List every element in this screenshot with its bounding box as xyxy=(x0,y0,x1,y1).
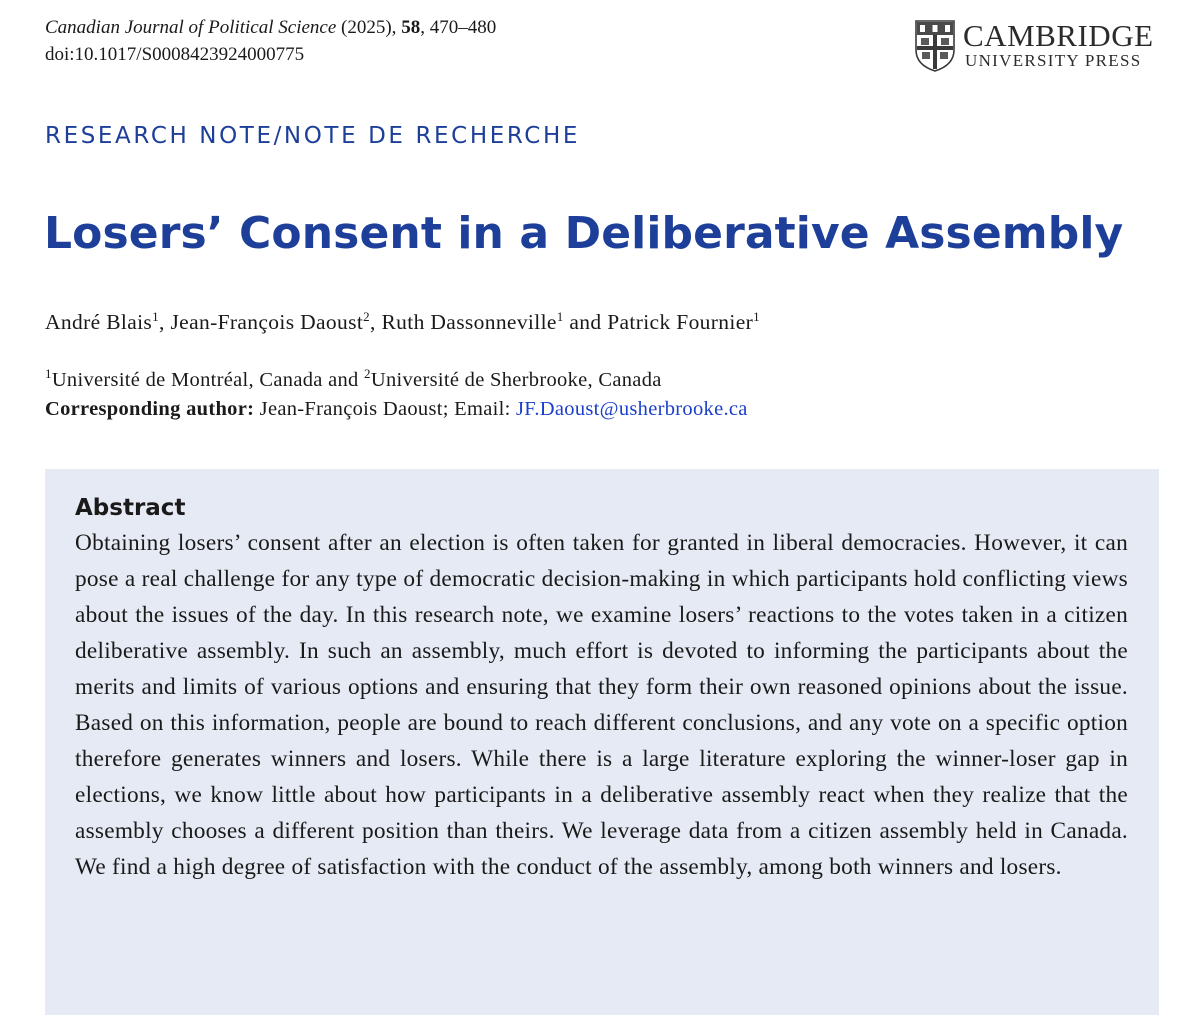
journal-pages: , 470–480 xyxy=(420,17,497,38)
affiliation-text: Université de Montréal, Canada and xyxy=(51,369,365,391)
abstract-heading: Abstract xyxy=(75,495,186,521)
author-name: Patrick Fournier xyxy=(607,310,754,334)
author-separator: , xyxy=(370,310,382,334)
journal-volume: 58 xyxy=(401,17,421,38)
author-separator: , xyxy=(159,310,171,334)
publisher-logo xyxy=(915,20,1165,76)
affiliation-number: 1 xyxy=(45,366,52,381)
publisher-name: CAMBRIDGE xyxy=(963,18,1154,53)
author-list xyxy=(45,309,760,335)
abstract-text: Obtaining losers’ consent after an election is often taken for granted in liberal democracies. However, it can pose a real challenge for any type of democratic decision-making in which participants hold conflicting views about the issues of the day. In this research note, we examine losers’ reactions to the votes taken in a citizen deliberative assembly. In such an assembly, much effort is devoted to informing the participants about the merits and limits of various options and ensuring that they form their own reasoned opinions about the issue. Based on this information, people are bound to reach different conclusions, and any vote on a specific option therefore generates winners and losers. While there is a large literature exploring the winner-loser gap in elections, we know little about how participants in a deliberative assembly react when they realize that the assembly chooses a different position than theirs. We leverage data from a citizen assembly held in Canada. We find a high degree of satisfaction with the conduct of the assembly, among both winners and losers. xyxy=(75,530,1128,880)
abstract-box xyxy=(45,469,1159,1015)
author-affiliation-mark: 2 xyxy=(363,309,371,324)
affiliation-text: Université de Sherbrooke, Canada xyxy=(370,369,662,391)
journal-year: (2025), xyxy=(341,17,397,38)
author-affiliation-mark: 1 xyxy=(152,309,160,324)
author-name: Jean-François Daoust xyxy=(170,310,364,334)
affiliations xyxy=(45,366,662,392)
author-name: André Blais xyxy=(45,310,153,334)
doi: doi:10.1017/S0008423924000775 xyxy=(45,44,305,65)
shield-icon xyxy=(915,20,955,72)
email-link[interactable]: JF.Daoust@usherbrooke.ca xyxy=(516,398,748,420)
publisher-subtitle: UNIVERSITY PRESS xyxy=(965,51,1142,70)
article-title: Losers’ Consent in a Deliberative Assembly xyxy=(44,208,1124,259)
journal-citation xyxy=(45,14,496,68)
corresponding-author-text: Jean-François Daoust; Email: xyxy=(254,398,517,420)
section-label: RESEARCH NOTE/NOTE DE RECHERCHE xyxy=(45,123,580,149)
author-affiliation-mark: 1 xyxy=(556,309,564,324)
corresponding-author xyxy=(45,398,748,421)
corresponding-author-label: Corresponding author: xyxy=(45,398,255,420)
author-separator: and xyxy=(563,310,608,334)
citation-line xyxy=(45,14,496,41)
author-name: Ruth Dassonneville xyxy=(381,310,557,334)
author-affiliation-mark: 1 xyxy=(753,309,760,324)
journal-name: Canadian Journal of Political Science xyxy=(45,17,337,38)
affiliation-number: 2 xyxy=(364,366,371,381)
